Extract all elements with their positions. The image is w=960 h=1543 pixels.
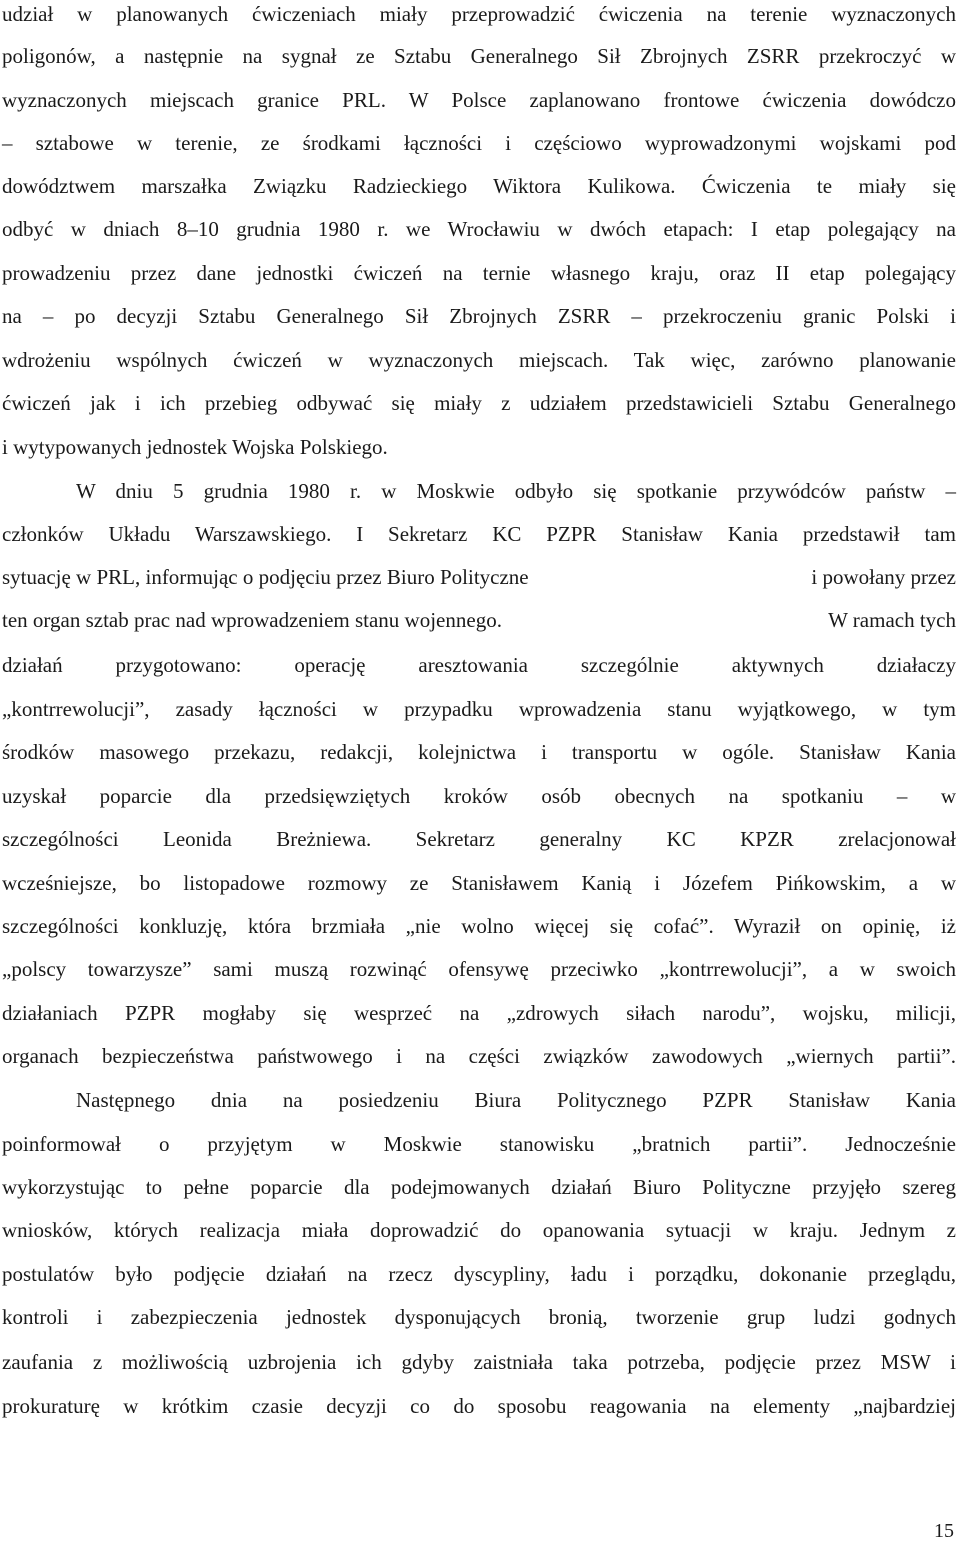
text-line: szczególności konkluzję, która brzmiała „nie wolno więcej się cofać”. Wyraził on opinię, iż: [2, 914, 956, 938]
text-line: W dniu 5 grudnia 1980 r. w Moskwie odbyło się spotkanie przywódców państw –: [76, 479, 956, 503]
text-line: „polscy towarzysze” sami muszą rozwinąć ofensywę przeciwko „kontrrewolucji”, a w swoich: [2, 957, 956, 981]
text-line: [2, 563, 956, 591]
text-line: Następnego dnia na posiedzeniu Biura Politycznego PZPR Stanisław Kania: [76, 1088, 956, 1112]
text-line: poligonów, a następnie na sygnał ze Sztabu Generalnego Sił Zbrojnych ZSRR przekroczyć w: [2, 44, 956, 68]
text-line: odbyć w dniach 8–10 grudnia 1980 r. we Wrocławiu w dwóch etapach: I etap polegający na: [2, 217, 956, 241]
text-line: wyznaczonych miejscach granice PRL. W Polsce zaplanowano frontowe ćwiczenia dowódczo: [2, 88, 956, 112]
text-line: działań przygotowano: operację aresztowania szczególnie aktywnych działaczy: [2, 653, 956, 677]
text-line: wdrożeniu wspólnych ćwiczeń w wyznaczonych miejscach. Tak więc, zarówno planowanie: [2, 348, 956, 372]
text-line: organach bezpieczeństwa państwowego i na części związków zawodowych „wiernych partii”.: [2, 1044, 956, 1068]
text-line: kontroli i zabezpieczenia jednostek dysponujących bronią, tworzenie grup ludzi godnych: [2, 1305, 956, 1329]
text-line: członków Układu Warszawskiego. I Sekretarz KC PZPR Stanisław Kania przedstawił tam: [2, 522, 956, 546]
text-line: działaniach PZPR mogłaby się wesprzeć na „zdrowych siłach narodu”, wojsku, milicji,: [2, 1001, 956, 1025]
text-line: udział w planowanych ćwiczeniach miały przeprowadzić ćwiczenia na terenie wyznaczonych: [2, 2, 956, 26]
text-line: [2, 606, 956, 634]
text-line: – sztabowe w terenie, ze środkami łączności i częściowo wyprowadzonymi wojskami pod: [2, 131, 956, 155]
text-fragment: W ramach tych: [828, 608, 956, 632]
text-line: uzyskał poparcie dla przedsięwziętych kroków osób obecnych na spotkaniu – w: [2, 784, 956, 808]
text-line: wniosków, których realizacja miała doprowadzić do opanowania sytuacji w kraju. Jednym z: [2, 1218, 956, 1242]
text-line: na – po decyzji Sztabu Generalnego Sił Zbrojnych ZSRR – przekroczeniu granic Polski i: [2, 304, 956, 328]
text-line: poinformował o przyjętym w Moskwie stanowisku „bratnich partii”. Jednocześnie: [2, 1132, 956, 1156]
text-line: „kontrrewolucji”, zasady łączności w przypadku wprowadzenia stanu wyjątkowego, w tym: [2, 697, 956, 721]
text-line: wykorzystując to pełne poparcie dla podejmowanych działań Biuro Polityczne przyjęło szereg: [2, 1175, 956, 1199]
text-line: środków masowego przekazu, redakcji, kolejnictwa i transportu w ogóle. Stanisław Kania: [2, 740, 956, 764]
text-line: postulatów było podjęcie działań na rzecz dyscypliny, ładu i porządku, dokonanie przeglądu,: [2, 1262, 956, 1286]
text-line: i wytypowanych jednostek Wojska Polskiego.: [2, 435, 388, 459]
text-line: szczególności Leonida Breżniewa. Sekretarz generalny KC KPZR zrelacjonował: [2, 827, 956, 851]
text-line: dowództwem marszałka Związku Radzieckiego Wiktora Kulikowa. Ćwiczenia te miały się: [2, 174, 956, 198]
page-number: 15: [934, 1520, 954, 1542]
text-line: zaufania z możliwością uzbrojenia ich gdyby zaistniała taka potrzeba, podjęcie przez MSW i: [2, 1350, 956, 1374]
text-line: wcześniejsze, bo listopadowe rozmowy ze Stanisławem Kanią i Józefem Pińkowskim, a w: [2, 871, 956, 895]
text-line: ćwiczeń jak i ich przebieg odbywać się miały z udziałem przedstawicieli Sztabu Generalnego: [2, 391, 956, 415]
text-fragment: ten organ sztab prac nad wprowadzeniem stanu wojennego.: [2, 608, 502, 632]
text-fragment: sytuację w PRL, informując o podjęciu przez Biuro Polityczne: [2, 565, 529, 589]
text-line: prokuraturę w krótkim czasie decyzji co do sposobu reagowania na elementy „najbardziej: [2, 1394, 956, 1418]
text-fragment: i powołany przez: [811, 565, 956, 589]
text-line: prowadzeniu przez dane jednostki ćwiczeń na ternie własnego kraju, oraz II etap polegający: [2, 261, 956, 285]
